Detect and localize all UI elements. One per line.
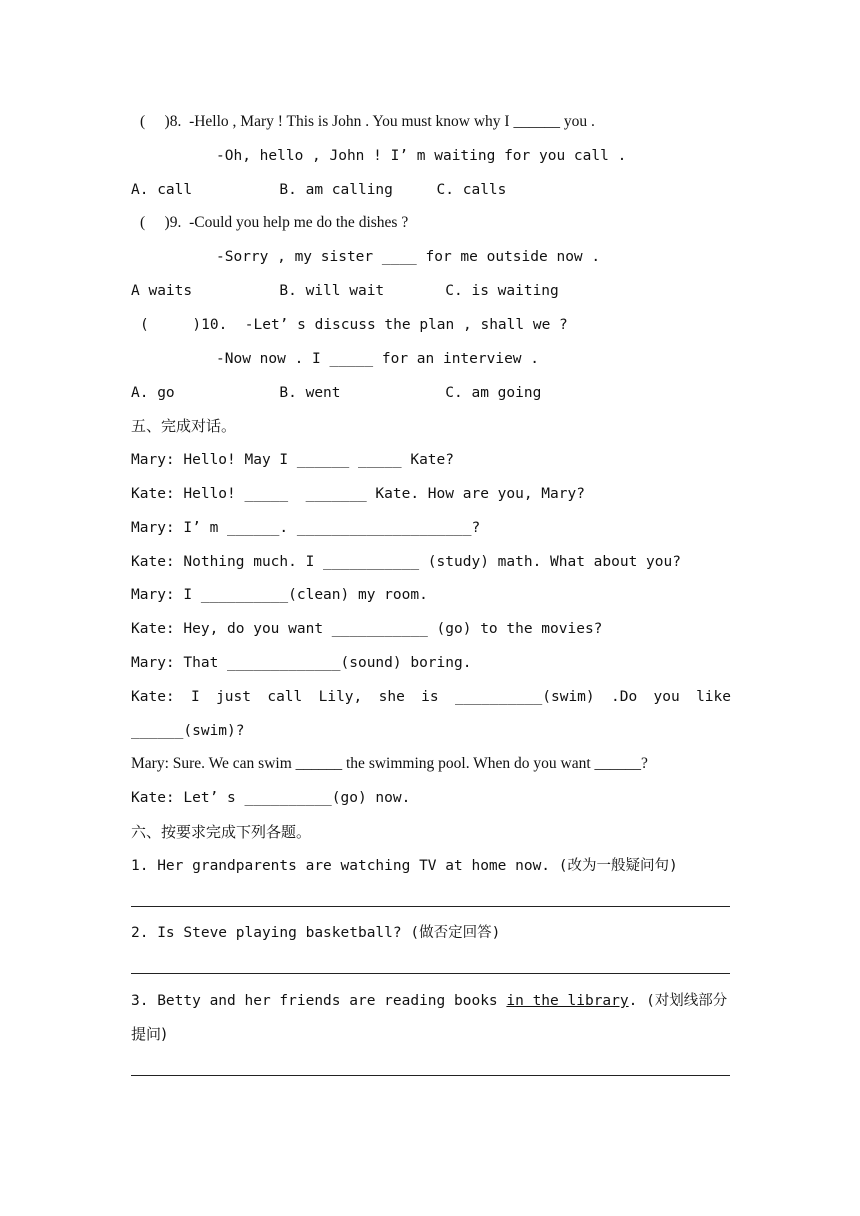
dialogue-line: Mary: That _____________(sound) boring. <box>131 655 472 671</box>
dialogue-line: Kate: Nothing much. I ___________ (study) math. What about you? <box>131 554 681 570</box>
dialogue-line: Kate: I just call Lily, she is __________(swim) .Do you like <box>131 689 731 705</box>
question-8: ( )8. -Hello , Mary ! This is John . You must know why I ______ you . <box>140 113 595 130</box>
dialogue-line: Kate: Hey, do you want ___________ (go) to the movies? <box>131 621 603 637</box>
answer-line-1[interactable] <box>131 906 730 907</box>
dialogue-line: Kate: Let’ s __________(go) now. <box>131 790 411 806</box>
question-9-options: A waits B. will wait C. is waiting <box>131 283 559 299</box>
dialogue-line: Kate: Hello! _____ _______ Kate. How are you, Mary? <box>131 486 585 502</box>
question-8-reply: -Oh, hello , John ! I’ m waiting for you call . <box>216 148 627 164</box>
question-10: ( )10. -Let’ s discuss the plan , shall we ? <box>140 317 568 333</box>
dialogue-line: Mary: I __________(clean) my room. <box>131 587 428 603</box>
task-3 <box>131 990 727 1012</box>
question-10-reply: -Now now . I _____ for an interview . <box>216 351 540 367</box>
section-6-heading: 六、按要求完成下列各题。 <box>131 823 312 841</box>
task-3-text-after: . (对划线部分 <box>628 993 728 1009</box>
underlined-phrase: in the library <box>506 993 629 1009</box>
dialogue-line: Mary: I’ m ______. ____________________? <box>131 520 481 536</box>
task-2: 2. Is Steve playing basketball? (做否定回答) <box>131 925 501 941</box>
answer-line-3[interactable] <box>131 1075 730 1076</box>
task-3-continuation: 提问) <box>131 1025 167 1043</box>
question-8-options: A. call B. am calling C. calls <box>131 182 507 198</box>
task-3-text-before: 3. Betty and her friends are reading books <box>131 993 507 1009</box>
dialogue-line: Mary: Sure. We can swim ______ the swimming pool. When do you want ______? <box>131 755 648 772</box>
answer-line-2[interactable] <box>131 973 730 974</box>
question-9: ( )9. -Could you help me do the dishes ? <box>140 214 409 231</box>
question-9-reply: -Sorry , my sister ____ for me outside now . <box>216 249 601 265</box>
dialogue-line: Mary: Hello! May I ______ _____ Kate? <box>131 452 455 468</box>
task-1: 1. Her grandparents are watching TV at home now. (改为一般疑问句) <box>131 858 678 874</box>
section-5-heading: 五、完成对话。 <box>131 417 237 435</box>
dialogue-line: ______(swim)? <box>131 723 245 739</box>
question-10-options: A. go B. went C. am going <box>131 385 542 401</box>
